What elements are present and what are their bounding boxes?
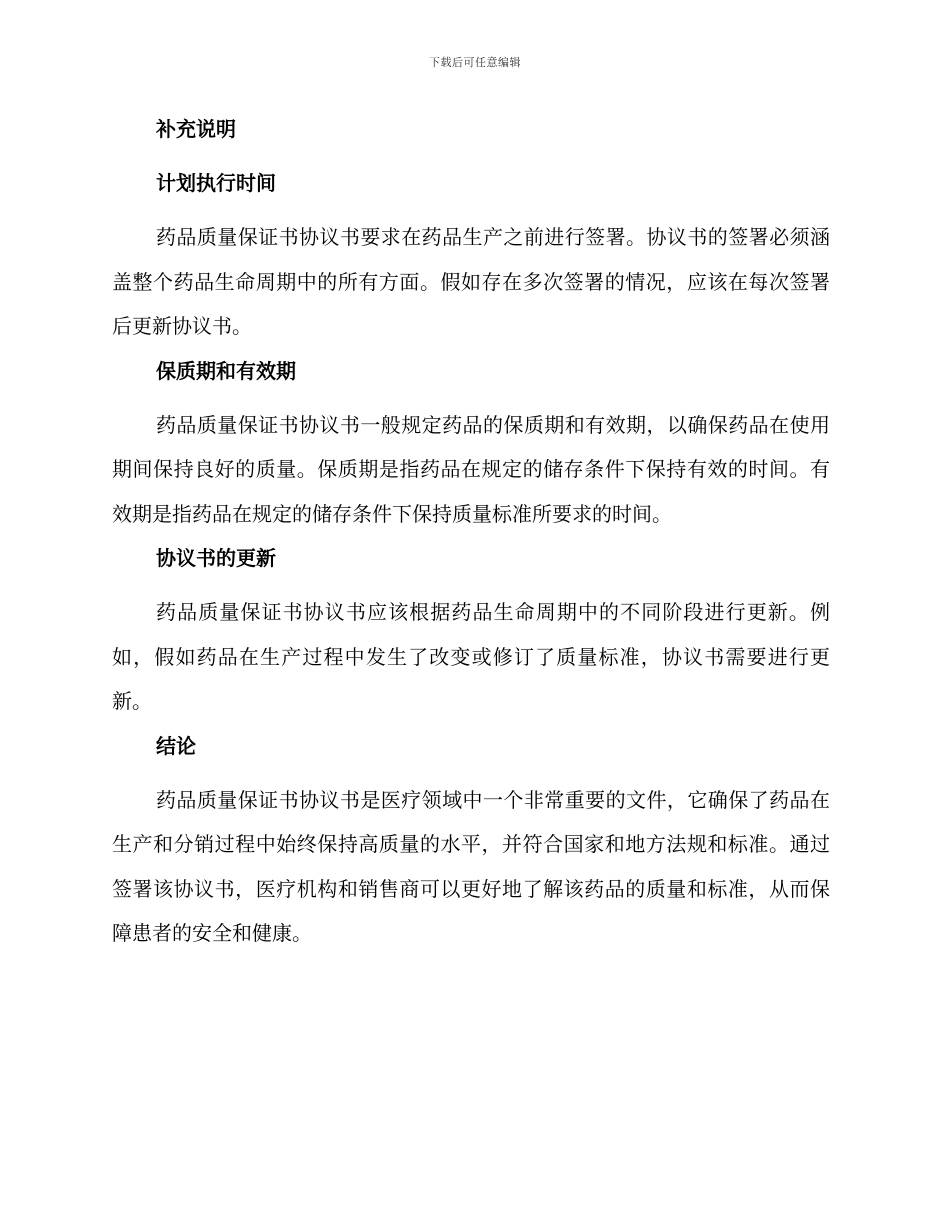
paragraph-schedule: 药品质量保证书协议书要求在药品生产之前进行签署。协议书的签署必须涵盖整个药品生命周期中的所有方面。假如存在多次签署的情况，应该在每次签署后更新协议书。 <box>112 225 830 338</box>
heading-conclusion: 结论 <box>156 733 196 758</box>
paragraph-conclusion: 药品质量保证书协议书是医疗领域中一个非常重要的文件，它确保了药品在生产和分销过程中始终保持高质量的水平，并符合国家和地方法规和标准。通过签署该协议书，医疗机构和销售商可以更好地了解该药品的质量和标准，从而保障患者的安全和健康。 <box>112 787 830 945</box>
page-header-note: 下载后可任意编辑 <box>429 56 521 69</box>
document-body <box>112 113 830 962</box>
heading-update: 协议书的更新 <box>156 546 276 570</box>
paragraph-update: 药品质量保证书协议书应该根据药品生命周期中的不同阶段进行更新。例如，假如药品在生产过程中发生了改变或修订了质量标准，协议书需要进行更新。 <box>112 600 830 713</box>
heading-shelf-life: 保质期和有效期 <box>156 358 296 383</box>
heading-supplement: 补充说明 <box>156 117 236 141</box>
paragraph-shelf-life: 药品质量保证书协议书一般规定药品的保质期和有效期，以确保药品在使用期间保持良好的质量。保质期是指药品在规定的储存条件下保持有效的时间。有效期是指药品在规定的储存条件下保持质量标准所要求的时间。 <box>112 412 830 526</box>
heading-schedule: 计划执行时间 <box>156 171 276 195</box>
